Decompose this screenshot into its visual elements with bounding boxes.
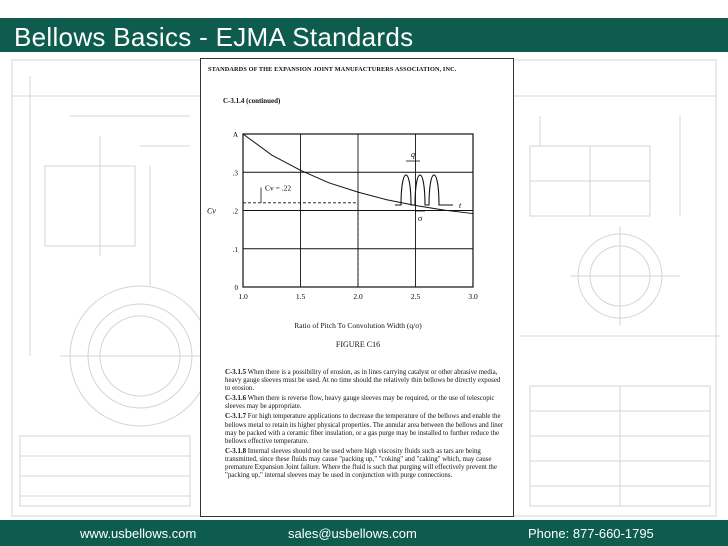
figure-caption: FIGURE C16 xyxy=(335,340,381,349)
paragraph xyxy=(225,413,505,445)
footer-website-link[interactable]: www.usbellows.com xyxy=(80,526,197,541)
thickness-label: t xyxy=(459,201,462,210)
paragraph-text: When there is reverse flow, heavy gauge sleeves may be required, or the use of telescopic sleeves may be appropriate. xyxy=(225,395,495,411)
paragraph-list xyxy=(225,369,505,482)
chart-tick-labels xyxy=(207,131,478,301)
x-tick-label: 3.0 xyxy=(468,292,478,301)
paragraph-number: C-3.1.8 xyxy=(225,447,247,455)
paragraph-text: Internal sleeves should not be used where high viscosity fluids such as tars are being transmitted, since these fluids may cause "packing up," "coking" and "caking" which, may cause premature Expansion Joint failure. Where the fluid is such that purging will effectively prevent the "packing up," internal sleeves may be used in conjunction with purge connections. xyxy=(225,447,497,480)
x-tick-label: 1.0 xyxy=(238,292,248,301)
paragraph-number: C-3.1.6 xyxy=(225,395,247,403)
slide-title: Bellows Basics - EJMA Standards xyxy=(14,22,414,52)
paragraph xyxy=(225,369,505,393)
x-tick-label: 2.5 xyxy=(410,292,421,301)
paragraph-number: C-3.1.5 xyxy=(225,369,247,376)
width-label: σ xyxy=(418,214,423,223)
footer-bar xyxy=(0,520,728,546)
paragraph xyxy=(225,448,505,480)
paragraph-number: C-3.1.7 xyxy=(225,413,247,421)
paragraph xyxy=(225,395,505,411)
annotation-label: Cv = .22 xyxy=(265,183,292,193)
footer-phone: Phone: 877-660-1795 xyxy=(528,526,654,541)
x-tick-label: 2.0 xyxy=(353,292,363,301)
scanned-document xyxy=(200,58,514,517)
bellows-inset-diagram xyxy=(395,150,462,223)
footer-email-link[interactable]: sales@usbellows.com xyxy=(288,526,417,541)
y-tick-label: .3 xyxy=(232,169,238,178)
paragraph-text: For high temperature applications to decrease the temperature of the bellows and enable the bellows metal to retain its higher physical properties. The annular area between the bellows and liner may be packed with a ceramic fiber insulation, or a gas purge may be installed to further reduce the bellows effective temperature. xyxy=(225,413,504,445)
bellows-convolutions xyxy=(395,175,453,205)
y-tick-label: .1 xyxy=(232,245,238,254)
pitch-label: q xyxy=(411,150,415,159)
y-axis-label: Cv xyxy=(207,206,216,216)
y-tick-label: A xyxy=(232,131,238,139)
paragraph-text: When there is a possibility of erosion, as in lines carrying catalyst or other abrasive media, heavy gauge sleeves must be used. At no time should the relatively thin bellows be directly exposed to erosion. xyxy=(225,369,501,393)
x-tick-label: 1.5 xyxy=(295,292,306,301)
x-axis-label: Ratio of Pitch To Convolution Width (q/σ) xyxy=(294,321,422,330)
document-header: STANDARDS OF THE EXPANSION JOINT MANUFACTURERS ASSOCIATION, INC. xyxy=(208,66,457,73)
figure-c16-chart xyxy=(201,119,515,369)
section-label: C-3.1.4 (continued) xyxy=(223,97,281,105)
y-tick-label: .2 xyxy=(232,207,238,216)
slide-title-bar xyxy=(0,18,728,54)
y-tick-label: 0 xyxy=(234,284,238,292)
